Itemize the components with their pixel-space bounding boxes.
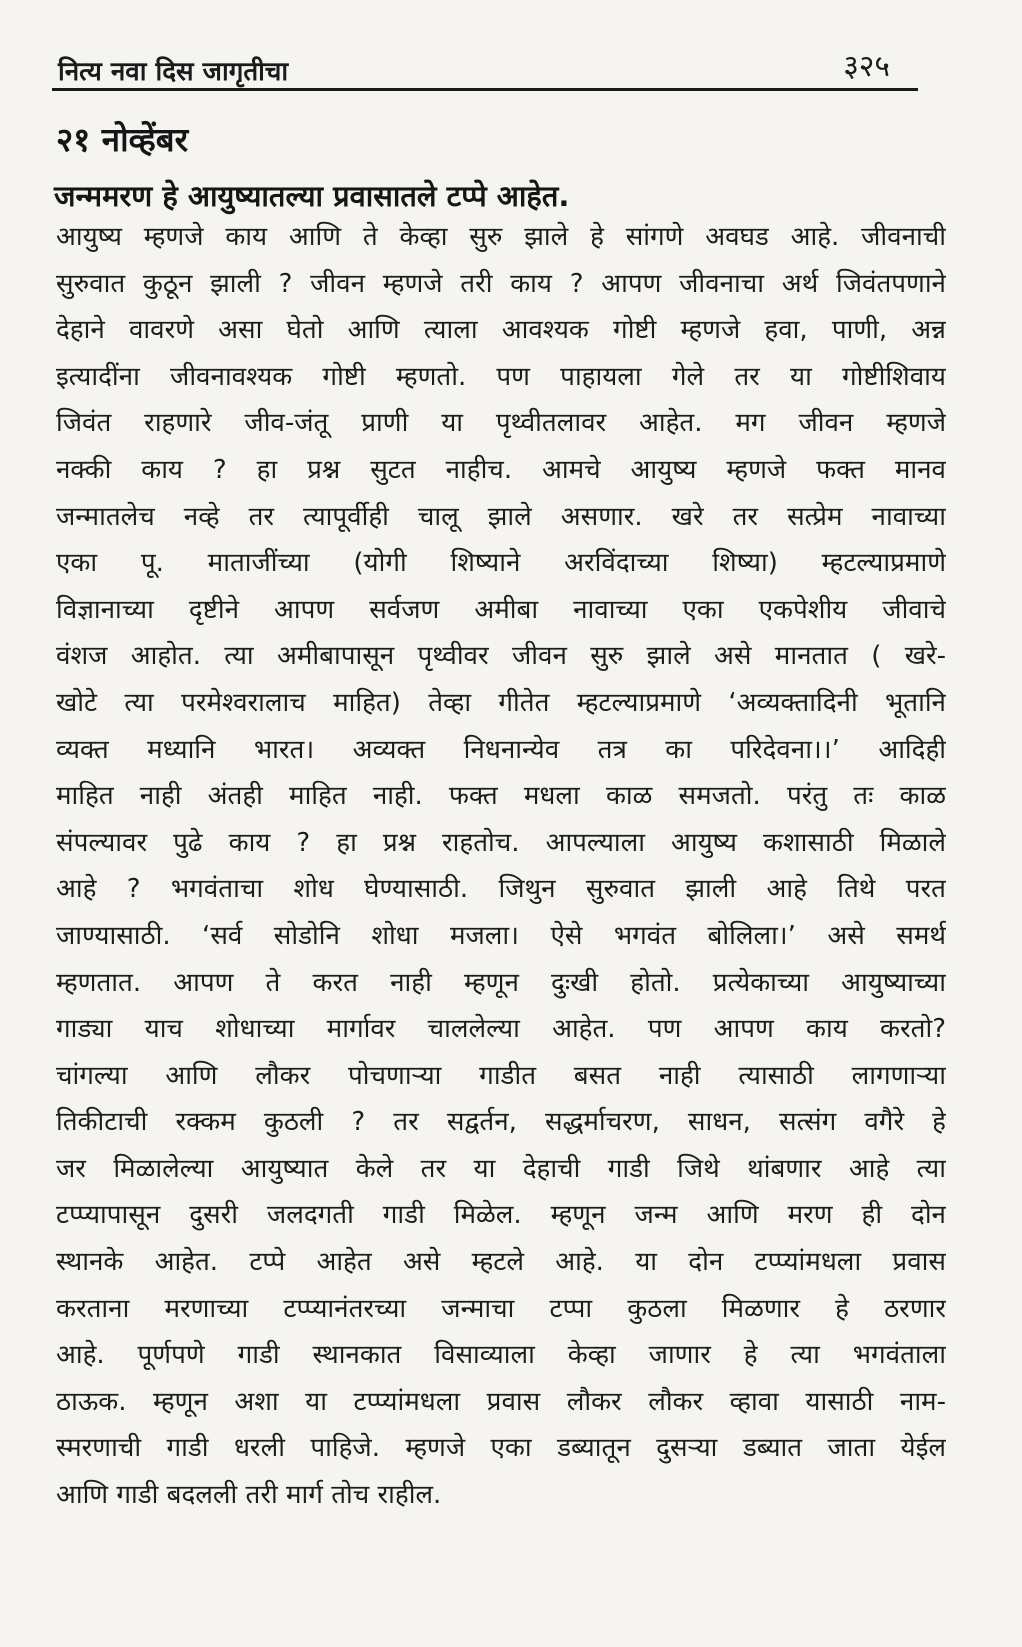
text-line: स्मरणाची गाडी धरली पाहिजे. म्हणजे एका डब्यातून दुसऱ्या डब्यात जाता येईल (56, 1433, 946, 1464)
text-line: व्यक्त मध्यानि भारत। अव्यक्त निधनान्येव तत्र का परिदेवना।।’ आदिही (56, 734, 946, 765)
text-line: ठाऊक. म्हणून अशा या टप्प्यांमधला प्रवास लौकर लौकर व्हावा यासाठी नाम- (56, 1386, 946, 1417)
text-line: आणि गाडी बदलली तरी मार्ग तोच राहील. (56, 1480, 442, 1511)
text-line: नक्की काय ? हा प्रश्न सुटत नाहीच. आमचे आयुष्य म्हणजे फक्त मानव (56, 454, 946, 485)
text-line: आहे ? भगवंताचा शोध घेण्यासाठी. जिथुन सुरुवात झाली आहे तिथे परत (56, 874, 946, 905)
entry-title: जन्ममरण हे आयुष्यातल्या प्रवासातले टप्पे आहेत. (54, 179, 570, 213)
text-line: टप्प्यापासून दुसरी जलदगती गाडी मिळेल. म्हणून जन्म आणि मरण ही दोन (56, 1200, 946, 1231)
header-rule (52, 88, 918, 91)
text-line: सुरुवात कुठून झाली ? जीवन म्हणजे तरी काय ? आपण जीवनाचा अर्थ जिवंतपणाने (56, 268, 946, 299)
text-line: वंशज आहोत. त्या अमीबापासून पृथ्वीवर जीवन सुरु झाले असे मानतात ( खरे- (56, 641, 946, 672)
running-header (52, 44, 918, 86)
entry-date-heading: २१ नोव्हेंबर (56, 120, 189, 159)
page-number: ३२५ (843, 49, 890, 84)
text-line: इत्यादींना जीवनावश्यक गोष्टी म्हणतो. पण पाहायला गेले तर या गोष्टीशिवाय (56, 361, 946, 392)
text-line: आयुष्य म्हणजे काय आणि ते केव्हा सुरु झाले हे सांगणे अवघड आहे. जीवनाची (56, 222, 946, 252)
text-line: चांगल्या आणि लौकर पोचणाऱ्या गाडीत बसत नाही त्यासाठी लागणाऱ्या (56, 1060, 946, 1091)
text-line: खोटे त्या परमेश्वरालाच माहित) तेव्हा गीतेत म्हटल्याप्रमाणे ‘अव्यक्तादिनी भूतानि (56, 687, 946, 718)
text-line: आहे. पूर्णपणे गाडी स्थानकात विसाव्याला केव्हा जाणार हे त्या भगवंताला (56, 1340, 946, 1371)
text-line: माहित नाही अंतही माहित नाही. फक्त मधला काळ समजतो. परंतु तः काळ (56, 781, 946, 812)
text-line: देहाने वावरणे असा घेतो आणि त्याला आवश्यक गोष्टी म्हणजे हवा, पाणी, अन्न (56, 315, 946, 346)
text-line: करताना मरणाच्या टप्प्यानंतरच्या जन्माचा टप्पा कुठला मिळणार हे ठरणार (56, 1293, 946, 1324)
text-line: स्थानके आहेत. टप्पे आहेत असे म्हटले आहे. या दोन टप्प्यांमधला प्रवास (56, 1247, 946, 1278)
text-line: म्हणतात. आपण ते करत नाही म्हणून दुःखी होतो. प्रत्येकाच्या आयुष्याच्या (56, 967, 946, 998)
text-line: तिकीटाची रक्कम कुठली ? तर सद्वर्तन, सद्धर्माचरण, साधन, सत्संग वगैरे हे (56, 1107, 946, 1138)
text-line: जर मिळालेल्या आयुष्यात केले तर या देहाची गाडी जिथे थांबणार आहे त्या (56, 1153, 946, 1184)
book-title: नित्य नवा दिस जागृतीचा (58, 57, 289, 87)
body-paragraph (56, 214, 946, 1519)
text-line: गाड्या याच शोधाच्या मार्गावर चाललेल्या आहेत. पण आपण काय करतो? (56, 1014, 946, 1045)
text-line: जाण्यासाठी. ‘सर्व सोडोनि शोधा मजला। ऐसे भगवंत बोलिला।’ असे समर्थ (56, 920, 946, 951)
text-line: जन्मातलेच नव्हे तर त्यापूर्वीही चालू झाले असणार. खरे तर सत्प्रेम नावाच्या (56, 501, 946, 532)
text-line: एका पू. माताजींच्या (योगी शिष्याने अरविंदाच्या शिष्या) म्हटल्याप्रमाणे (56, 548, 946, 579)
text-line: संपल्यावर पुढे काय ? हा प्रश्न राहतोच. आपल्याला आयुष्य कशासाठी मिळाले (56, 827, 946, 858)
text-line: जिवंत राहणारे जीव-जंतू प्राणी या पृथ्वीतलावर आहेत. मग जीवन म्हणजे (56, 408, 946, 439)
text-line: विज्ञानाच्या दृष्टीने आपण सर्वजण अमीबा नावाच्या एका एकपेशीय जीवाचे (56, 594, 946, 625)
